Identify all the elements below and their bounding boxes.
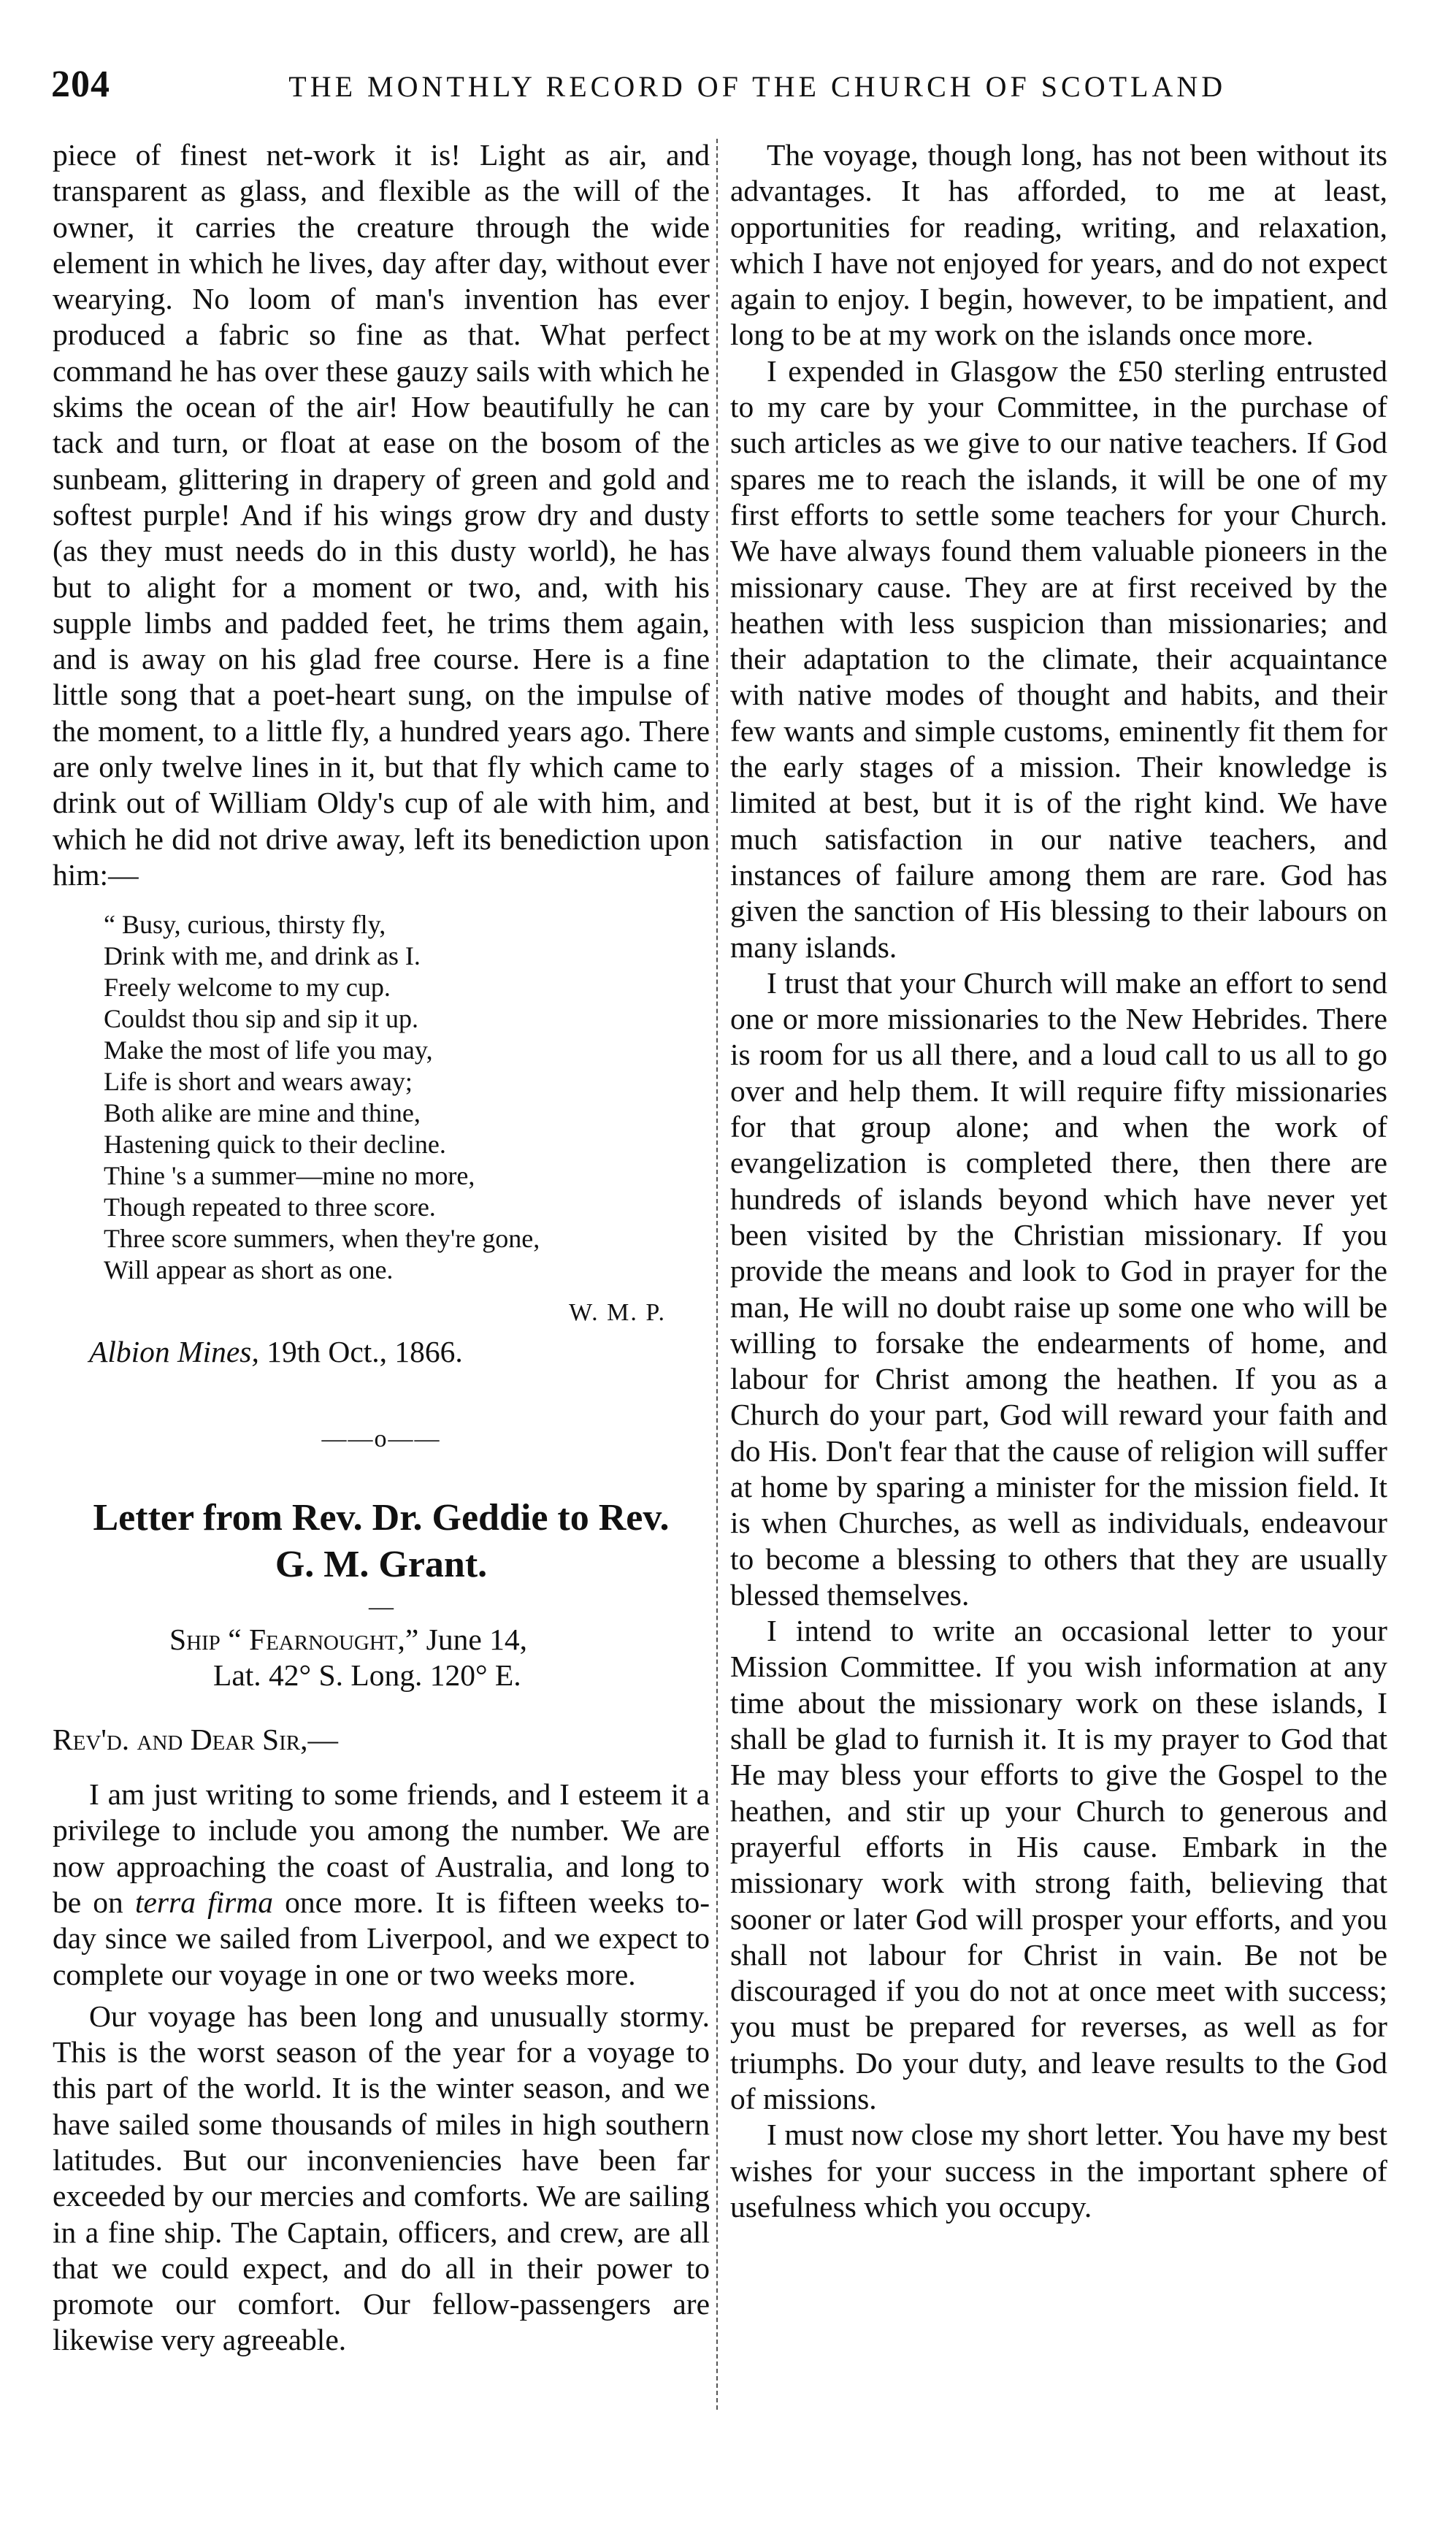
letter-paragraph [53, 1777, 710, 1993]
paragraph-gap [53, 1993, 710, 1999]
column-divider [716, 139, 718, 2410]
letter-text: I am just writing to some friends, and I esteem it a privilege to include you among the number. We are now approaching the coast of Australia, and long to be on [53, 1777, 710, 1919]
poem-line: Thine 's a summer—mine no more, [104, 1161, 475, 1191]
poem-line: Though repeated to three score. [104, 1192, 436, 1222]
page-number: 204 [51, 64, 110, 105]
poem-line: Make the most of life you may, [104, 1035, 433, 1065]
letter-text: once more. It is fifteen weeks to-day since we sailed from Liverpool, and we expect to complete our voyage in one or two weeks more. [53, 1885, 710, 1991]
poem-line: Couldst thou sip and sip it up. [104, 1004, 419, 1034]
letter-paragraph: Our voyage has been long and unusually stormy. This is the worst season of the year for a voyage to this part of the world. It is the winter season, and we have sailed some thousands of miles in high southern latitudes. But our inconveniencies have been far exceeded by our mercies and comforts. We are sailing in a fine ship. The Captain, officers, and crew, are all that we could expect, and do all in their power to promote our comfort. Our fellow-passengers are likewise very agreeable. [53, 1999, 710, 2357]
letter-italic-text: terra firma [134, 1885, 273, 1919]
ship-position: Lat. 42° S. Long. 120° E. [213, 1658, 521, 1693]
letter-title-line: Letter from Rev. Dr. Geddie to Rev. [93, 1497, 670, 1539]
dateline-day: 19th Oct., [267, 1334, 388, 1368]
letter-title-line: G. M. Grant. [275, 1544, 488, 1586]
poem-line: “ Busy, curious, thirsty fly, [104, 910, 386, 940]
poem-line: Will appear as short as one. [104, 1255, 394, 1285]
poem-line: Three score summers, when they're gone, [104, 1224, 540, 1254]
letter-title [53, 1495, 710, 1588]
section-separator: ——o—— [321, 1425, 441, 1452]
dateline [89, 1334, 710, 1370]
ship-date: June 14, [426, 1623, 527, 1657]
left-paragraph-fly: piece of finest net-work it is! Light as air, and transparent as glass, and flexible as the will of the owner, it carries the creature through the wide element in which he lives, day after day, without ever wearying. No loom of man's invention has ever produced a fabric so fine as that. What perfect command he has over these gauzy sails with which he skims the ocean of the air! How beautifully he can tack and turn, or float at ease on the bosom of the sunbeam, glittering in drapery of green and gold and softest purple! And if his wings grow dry and dusty (as they must needs do in this dusty world), he has but to alight for a moment or two, and, with his supple limbs and padded feet, he trims them again, and is away on his glad free course. Here is a fine little song that a poet-heart sung, on the impulse of the moment, to a little fly, a hundred years ago. There are only twelve lines in it, but that fly which came to drink out of William Oldy's cup of ale with him, and which he did not drive away, left its benediction upon him:— [53, 138, 710, 892]
poem-line: Both alike are mine and thine, [104, 1098, 421, 1128]
poem-line: Freely welcome to my cup. [104, 973, 391, 1003]
ship-heading [169, 1622, 710, 1658]
title-dash: — [369, 1593, 394, 1621]
running-header [51, 63, 1227, 107]
letter-paragraph: I must now close my short letter. You have my best wishes for your success in the important sphere of usefulness which you occupy. [730, 2118, 1387, 2224]
letter-paragraph: I intend to write an occasional letter to your Mission Committee. If you wish information at any time about the missionary work on these islands, I shall be glad to furnish it. It is my prayer to God that He may bless your efforts to give the Gospel to the heathen, and stir up your Church to generous and prayerful efforts in His cause. Embark in the missionary work with strong faith, believing that sooner or later God will prosper your efforts, and you shall not labour for Christ in vain. Be not be discouraged if you do not at once meet with success; you must be prepared for reverses, as well as for triumphs. Do your duty, and leave results to the God of missions. [730, 1614, 1387, 2116]
salutation: Rev'd. and Dear Sir,— [53, 1722, 339, 1756]
letter-paragraph: The voyage, though long, has not been without its advantages. It has afforded, to me at least, opportunities for reading, writing, and relaxation, which I have not enjoyed for years, and do not expect again to enjoy. I begin, however, to be impatient, and long to be at my work on the islands once more. [730, 138, 1387, 352]
poem-line: Life is short and wears away; [104, 1067, 413, 1097]
left-column [53, 137, 710, 2503]
poem-signature: W. M. P. [569, 1299, 666, 1327]
poem [104, 909, 710, 1286]
poem-line: Drink with me, and drink as I. [104, 941, 421, 971]
right-column [730, 137, 1387, 2503]
dateline-place: Albion Mines, [89, 1334, 259, 1368]
running-head-title: THE MONTHLY RECORD OF THE CHURCH OF SCOTLAND [288, 70, 1227, 103]
poem-line: Hastening quick to their decline. [104, 1130, 446, 1160]
ship-name: “ Fearnought,” [228, 1623, 419, 1657]
letter-paragraph: I trust that your Church will make an effort to send one or more missionaries to the New Hebrides. There is room for us all there, and a loud call to us all to go over and help them. It will require fifty missionaries for that group alone; and when the work of evangelization is completed there, then there are hundreds of islands beyond which have never yet been visited by the Christian missionary. If you provide the means and look to God in prayer for the man, He will no doubt raise up some one who will be willing to forsake the endearments of home, and labour for Christ among the heathen. If you as a Church do your part, God will reward your faith and do His. Don't fear that the cause of religion will suffer at home by sparing a minister for the mission field. It is when Churches, as well as individuals, endeavour to become a blessing to others that they are usually blessed themselves. [730, 965, 1387, 1612]
letter-paragraph: I expended in Glasgow the £50 sterling entrusted to my care by your Committee, in the purchase of such articles as we give to our native teachers. If God spares me to reach the islands, it will be one of my first efforts to settle some teachers for your Church. We have always found them valuable pioneers in the missionary cause. They are at first received by the heathen with less suspicion than missionaries; and their adaptation to the climate, their acquaintance with native modes of thought and habits, and their few wants and simple customs, eminently fit them for the early stages of a mission. Their knowledge is limited at best, but it is of the right kind. We have much satisfaction in our native teachers, and instances of failure among them are rare. God has given the sanction of His blessing to their labours on many islands. [730, 353, 1387, 964]
dateline-year: 1866. [394, 1334, 463, 1368]
ship-prefix: Ship [169, 1623, 221, 1657]
